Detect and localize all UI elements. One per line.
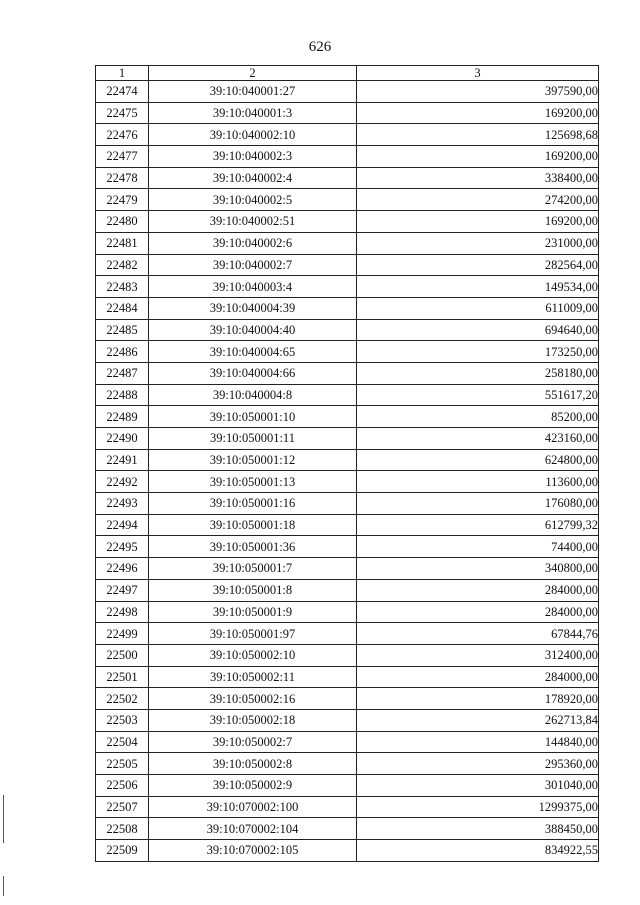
value-amount: 67844,76	[357, 623, 599, 645]
cadastral-number: 39:10:070002:100	[149, 796, 357, 818]
cadastral-number: 39:10:040001:3	[149, 102, 357, 124]
table-row	[96, 254, 599, 276]
value-amount: 176080,00	[357, 493, 599, 515]
cadastral-number: 39:10:040002:3	[149, 146, 357, 168]
row-number: 22481	[96, 232, 149, 254]
value-amount: 312400,00	[357, 644, 599, 666]
page-number: 626	[308, 39, 332, 55]
table-row	[96, 493, 599, 515]
table-row	[96, 688, 599, 710]
table-body	[96, 81, 599, 862]
row-number: 22474	[96, 81, 149, 103]
value-amount: 612799,32	[357, 514, 599, 536]
table-row	[96, 362, 599, 384]
row-number: 22502	[96, 688, 149, 710]
value-amount: 611009,00	[357, 297, 599, 319]
table-row	[96, 167, 599, 189]
value-amount: 284000,00	[357, 579, 599, 601]
table-row	[96, 102, 599, 124]
row-number: 22493	[96, 493, 149, 515]
cadastral-number: 39:10:050002:10	[149, 644, 357, 666]
row-number: 22477	[96, 146, 149, 168]
table-row	[96, 818, 599, 840]
cadastral-number: 39:10:040002:10	[149, 124, 357, 146]
registry-table	[95, 65, 599, 862]
row-number: 22475	[96, 102, 149, 124]
table-row	[96, 731, 599, 753]
value-amount: 388450,00	[357, 818, 599, 840]
margin-mark	[3, 795, 4, 843]
value-amount: 169200,00	[357, 146, 599, 168]
value-amount: 125698,68	[357, 124, 599, 146]
value-amount: 284000,00	[357, 666, 599, 688]
value-amount: 178920,00	[357, 688, 599, 710]
value-amount: 231000,00	[357, 232, 599, 254]
row-number: 22509	[96, 840, 149, 862]
cadastral-number: 39:10:050001:16	[149, 493, 357, 515]
value-amount: 340800,00	[357, 558, 599, 580]
cadastral-number: 39:10:050001:7	[149, 558, 357, 580]
table-row	[96, 189, 599, 211]
row-number: 22504	[96, 731, 149, 753]
cadastral-number: 39:10:050001:18	[149, 514, 357, 536]
row-number: 22482	[96, 254, 149, 276]
row-number: 22501	[96, 666, 149, 688]
cadastral-number: 39:10:050002:16	[149, 688, 357, 710]
row-number: 22476	[96, 124, 149, 146]
table-row	[96, 449, 599, 471]
value-amount: 173250,00	[357, 341, 599, 363]
row-number: 22483	[96, 276, 149, 298]
table-row	[96, 276, 599, 298]
row-number: 22489	[96, 406, 149, 428]
row-number: 22503	[96, 709, 149, 731]
row-number: 22488	[96, 384, 149, 406]
cadastral-number: 39:10:040004:8	[149, 384, 357, 406]
table-row	[96, 601, 599, 623]
table-row	[96, 146, 599, 168]
table-row	[96, 579, 599, 601]
row-number: 22497	[96, 579, 149, 601]
table-row	[96, 384, 599, 406]
cadastral-number: 39:10:040001:27	[149, 81, 357, 103]
table-row	[96, 558, 599, 580]
table-row	[96, 232, 599, 254]
row-number: 22499	[96, 623, 149, 645]
column-header-cadastral: 2	[149, 66, 357, 81]
cadastral-number: 39:10:070002:105	[149, 840, 357, 862]
row-number: 22480	[96, 211, 149, 233]
row-number: 22491	[96, 449, 149, 471]
value-amount: 74400,00	[357, 536, 599, 558]
row-number: 22505	[96, 753, 149, 775]
table-header	[96, 66, 599, 81]
table-row	[96, 319, 599, 341]
value-amount: 338400,00	[357, 167, 599, 189]
cadastral-number: 39:10:050001:97	[149, 623, 357, 645]
table-row	[96, 796, 599, 818]
row-number: 22478	[96, 167, 149, 189]
cadastral-number: 39:10:040002:5	[149, 189, 357, 211]
value-amount: 169200,00	[357, 211, 599, 233]
cadastral-number: 39:10:050001:12	[149, 449, 357, 471]
cadastral-number: 39:10:040002:51	[149, 211, 357, 233]
cadastral-number: 39:10:050002:9	[149, 775, 357, 797]
table-row	[96, 644, 599, 666]
row-number: 22487	[96, 362, 149, 384]
value-amount: 258180,00	[357, 362, 599, 384]
value-amount: 834922,55	[357, 840, 599, 862]
cadastral-number: 39:10:050002:11	[149, 666, 357, 688]
table-row	[96, 753, 599, 775]
cadastral-number: 39:10:070002:104	[149, 818, 357, 840]
cadastral-number: 39:10:050002:8	[149, 753, 357, 775]
value-amount: 1299375,00	[357, 796, 599, 818]
row-number: 22494	[96, 514, 149, 536]
value-amount: 274200,00	[357, 189, 599, 211]
table-row	[96, 124, 599, 146]
row-number: 22479	[96, 189, 149, 211]
table-row	[96, 514, 599, 536]
table-row	[96, 840, 599, 862]
table-row	[96, 623, 599, 645]
table-row	[96, 666, 599, 688]
table-row	[96, 341, 599, 363]
cadastral-number: 39:10:040004:66	[149, 362, 357, 384]
table-row	[96, 775, 599, 797]
table-row	[96, 428, 599, 450]
table-row	[96, 536, 599, 558]
value-amount: 144840,00	[357, 731, 599, 753]
row-number: 22496	[96, 558, 149, 580]
row-number: 22495	[96, 536, 149, 558]
value-amount: 551617,20	[357, 384, 599, 406]
cadastral-number: 39:10:050001:10	[149, 406, 357, 428]
cadastral-number: 39:10:050002:18	[149, 709, 357, 731]
row-number: 22506	[96, 775, 149, 797]
cadastral-number: 39:10:040004:40	[149, 319, 357, 341]
row-number: 22490	[96, 428, 149, 450]
row-number: 22498	[96, 601, 149, 623]
table-row	[96, 709, 599, 731]
cadastral-number: 39:10:040004:65	[149, 341, 357, 363]
row-number: 22484	[96, 297, 149, 319]
row-number: 22486	[96, 341, 149, 363]
cadastral-number: 39:10:040004:39	[149, 297, 357, 319]
column-header-value: 3	[357, 66, 599, 81]
table-row	[96, 406, 599, 428]
value-amount: 423160,00	[357, 428, 599, 450]
cadastral-number: 39:10:050001:9	[149, 601, 357, 623]
table-row	[96, 471, 599, 493]
column-header-number: 1	[96, 66, 149, 81]
cadastral-number: 39:10:040002:6	[149, 232, 357, 254]
cadastral-number: 39:10:050001:8	[149, 579, 357, 601]
row-number: 22500	[96, 644, 149, 666]
row-number: 22508	[96, 818, 149, 840]
cadastral-number: 39:10:050001:36	[149, 536, 357, 558]
value-amount: 282564,00	[357, 254, 599, 276]
value-amount: 301040,00	[357, 775, 599, 797]
value-amount: 295360,00	[357, 753, 599, 775]
row-number: 22507	[96, 796, 149, 818]
value-amount: 85200,00	[357, 406, 599, 428]
cadastral-number: 39:10:050001:13	[149, 471, 357, 493]
value-amount: 113600,00	[357, 471, 599, 493]
cadastral-number: 39:10:040003:4	[149, 276, 357, 298]
row-number: 22492	[96, 471, 149, 493]
value-amount: 694640,00	[357, 319, 599, 341]
value-amount: 169200,00	[357, 102, 599, 124]
value-amount: 624800,00	[357, 449, 599, 471]
row-number: 22485	[96, 319, 149, 341]
cadastral-number: 39:10:050002:7	[149, 731, 357, 753]
cadastral-number: 39:10:040002:7	[149, 254, 357, 276]
table-row	[96, 297, 599, 319]
margin-mark	[3, 876, 4, 896]
value-amount: 397590,00	[357, 81, 599, 103]
cadastral-number: 39:10:040002:4	[149, 167, 357, 189]
cadastral-number: 39:10:050001:11	[149, 428, 357, 450]
header-row	[96, 66, 599, 81]
value-amount: 262713,84	[357, 709, 599, 731]
table-row	[96, 211, 599, 233]
value-amount: 149534,00	[357, 276, 599, 298]
table-row	[96, 81, 599, 103]
value-amount: 284000,00	[357, 601, 599, 623]
